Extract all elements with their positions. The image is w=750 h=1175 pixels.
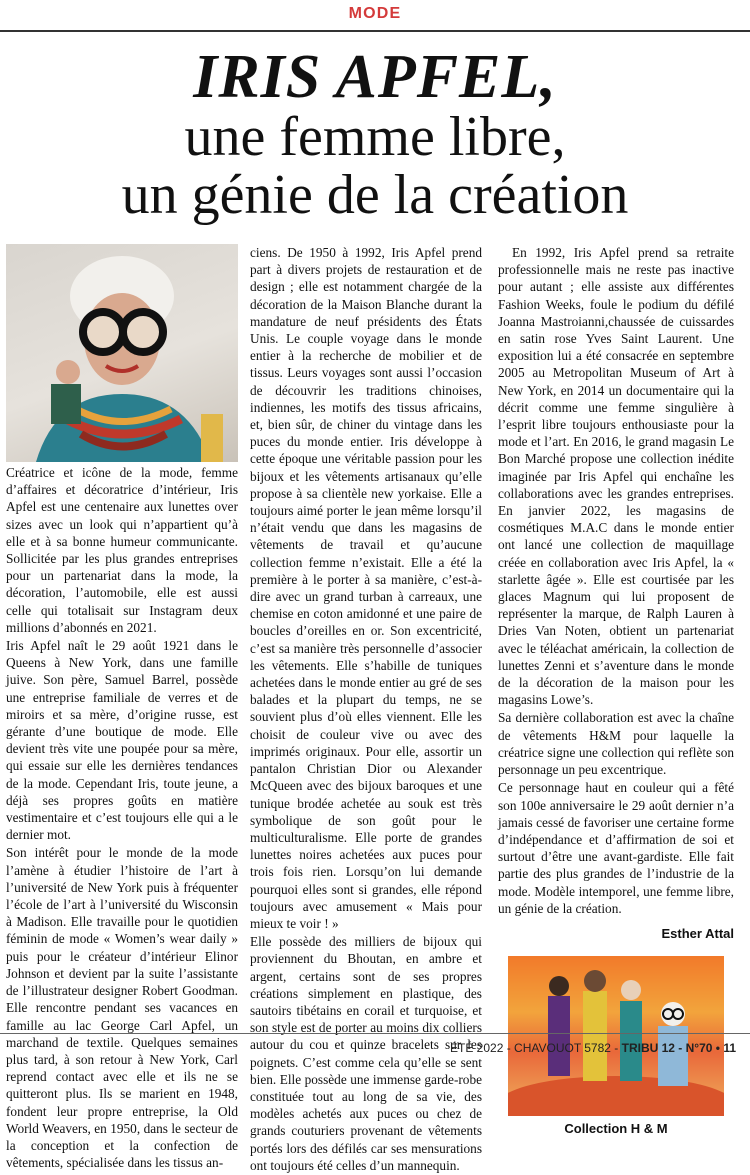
hm-collection-photo bbox=[508, 956, 724, 1116]
headline-line-3: un génie de la création bbox=[121, 164, 629, 226]
headline-name: IRIS APFEL, bbox=[193, 43, 557, 111]
footer-magazine: TRIBU 12 - N°70 • 11 bbox=[621, 1041, 736, 1055]
headline bbox=[0, 43, 750, 226]
col3-paragraph-2: Sa dernière collaboration est avec la chaîne de vêtements H&M pour laquelle la créatrice signe une collection qui reflète son personnage un peu excentrique. bbox=[498, 710, 734, 778]
col2-paragraph-1: ciens. De 1950 à 1992, Iris Apfel prend part à divers projets de restauration et de design ; elle est notamment chargée de la décoration de la Maison Blanche durant la mandature de neuf présidents des États Unis. Le couple voyage dans le monde entier à la recherche de mobilier et de tissus. Leurs voyages sont aussi l’occasion de découvrir les traditions chinoises, indiennes, les motifs des tissus africains, et, bien sûr, de chiner du vintage dans les puces du monde entier. Iris développe à cette époque une véritable passion pour les bijoux et les vêtements artisanaux qu’elle propose à sa clientèle new yorkaise. Elle a toujours aimé porter le jean même lorsqu’il n’était vendu que dans les magasins de vêtements de travail et qu’aucune collection femme n’existait. Elle a été la première à le porter à sa manière, c’est-à-dire avec un grand turban à carreaux, une chemise en coton amidonné et une paire de boucles d’oreilles en or. Son excentricité, c’est sa manière très personnelle d’associer les vêtements. Elle s’habille de tuniques achetées dans le monde entier au gré de ses balades et la plupart du temps, ne se souvient plus d’où elles viennent. Elle les choisit de couleur vive ou avec des imprimés originaux. Pour elle, assortir un pantalon Christian Dior ou Alexander McQueen avec des bijoux baroques et une tunique brodée achetée au souk est très symbolique de son goût pour le multiculturalisme. Elle porte de grandes lunettes noires achetées aux puces pour trois fois rien. Lorsqu’on lui demande pourquoi elles sont si grandes, elle répond toujours avec amusement « Mais pour mieux te voir ! » bbox=[250, 245, 482, 931]
col2-paragraph-2: Elle possède des milliers de bijoux qui proviennent du Bhoutan, en ambre et argent, certains sont de ses propres créations simplement en plastique, des sautoirs tibétains en corail et turquoise, et son style est de porter au moins dix colliers autour du cou et quinze bracelets sur les poignets. C’est comme cela qu’elle se sent bien. Elle possède une immense garde-robe constituée tout au long de sa vie, des modèles achetés aux puces ou chez de grands couturiers provenant de vêtements portés lors des défilés car ses mensurations ont toujours été celles d’un mannequin. bbox=[250, 934, 482, 1173]
footer-issue: ÉTÉ 2022 - CHAVOUOT 5782 - bbox=[450, 1041, 622, 1055]
col1-paragraph-2: Iris Apfel naît le 29 août 1921 dans le Queens à New York, dans une famille juive. Son père, Samuel Barrel, possède une entreprise familiale de verres et de miroirs et sa mère, d’origine russe, est gérante d’une boutique de mode. Elle devient très vite une poupée pour sa mère, qui essaie sur elle les dernières tendances de la mode. Cependant Iris, toute jeune, a déjà ses propres goûts en matière vestimentaire et c’est toujours elle qui a le dernier mot. bbox=[6, 638, 238, 843]
col3-paragraph-3: Ce personnage haut en couleur qui a fêté son 100e anniversaire le 29 août dernier n’a jamais cessé de favoriser une certaine forme d’indépendance et d’affirmation de soi et surtout d’être une avant-gardiste. Elle fait partie des plus grandes de l’industrie de la mode. Modèle intemporel, une femme libre, un génie de la création. bbox=[498, 780, 734, 916]
col1-paragraph-1: Créatrice et icône de la mode, femme d’affaires et décoratrice d’intérieur, Iris Apfel est une centenaire aux lunettes over sizes avec un look qui n’appartient qu’à elle et à sa bonne humeur communicante. Sollicitée par les plus grandes entreprises pour un partenariat dans la mode, la décoration, l’automobile, elle est aussi celle qui totalisait sur Instagram deux millions d’abonnés en 2021. bbox=[6, 465, 238, 635]
column-2 bbox=[250, 244, 482, 1175]
author-byline: Esther Attal bbox=[661, 925, 734, 941]
headline-line-2: une femme libre, bbox=[184, 106, 566, 168]
iris-apfel-portrait bbox=[6, 244, 238, 462]
photo-caption: Collection H & M bbox=[564, 1121, 668, 1137]
page-footer bbox=[450, 1041, 736, 1055]
column-3 bbox=[498, 244, 734, 1137]
section-label: MODE bbox=[348, 5, 402, 22]
top-rule bbox=[0, 30, 750, 32]
col1-paragraph-3: Son intérêt pour le monde de la mode l’amène à étudier l’histoire de l’art à l’université de New York puis à fréquenter l’école de l’art à l’université du Wisconsin à Madison. Elle travaille pour le quotidien féminin de mode « Women’s wear daily » puis pour le créateur d’intérieur Elinor Johnson et devient par la suite l’assistante de l’illustrateur designer Robert Goodman. Elle rencontre pendant ses vacances en famille au lac George Carl Apfel, un marchand de textile. Quelques semaines plus tard, à son retour à New York, Carl reprend contact avec elle et ils ne se quitteront plus. Ils se marient en 1948, fondent leur propre entreprise, la Old World Weavers, en 1950, dans le secteur de la conception et la confection de vêtements, spécialisée dans les tissus an- bbox=[6, 845, 238, 1171]
col3-paragraph-1: En 1992, Iris Apfel prend sa retraite professionnelle mais ne reste pas inactive pour autant ; elle assiste aux différentes Fashion Weeks, foule le podium du défilé Joanna Mastroianni,chaussée de cuissardes en satin rose Yves Saint Laurent. Une exposition lui a été consacrée en septembre 2005 au Metropolitan Museum of Art à New York, en 2014 un documentaire qui la décrit comme une femme singulière à l’esprit libre toujours enthousiaste pour la mode et l’art. En 2016, le grand magasin Le Bon Marché propose une collection inédite imaginée par Iris Apfel qui enchaîne les collaborations avec les grandes entreprises. En janvier 2022, les magasins de cosmétiques M.A.C dans le monde entier ont lancé une collection de maquillage créée en collaboration avec Iris Apfel, la « starlette âgée ». Elle est courtisée par les glaces Magnum qui lui proposent de représenter la marque, de Ralph Lauren à Dries Van Noten, obtient un partenariat avec le téléachat américain, la collection de lunettes Zenni et s’aventure dans le monde de la décoration de la maison pour les magasins Lowe’s. bbox=[498, 245, 734, 708]
bottom-rule bbox=[0, 1033, 750, 1034]
